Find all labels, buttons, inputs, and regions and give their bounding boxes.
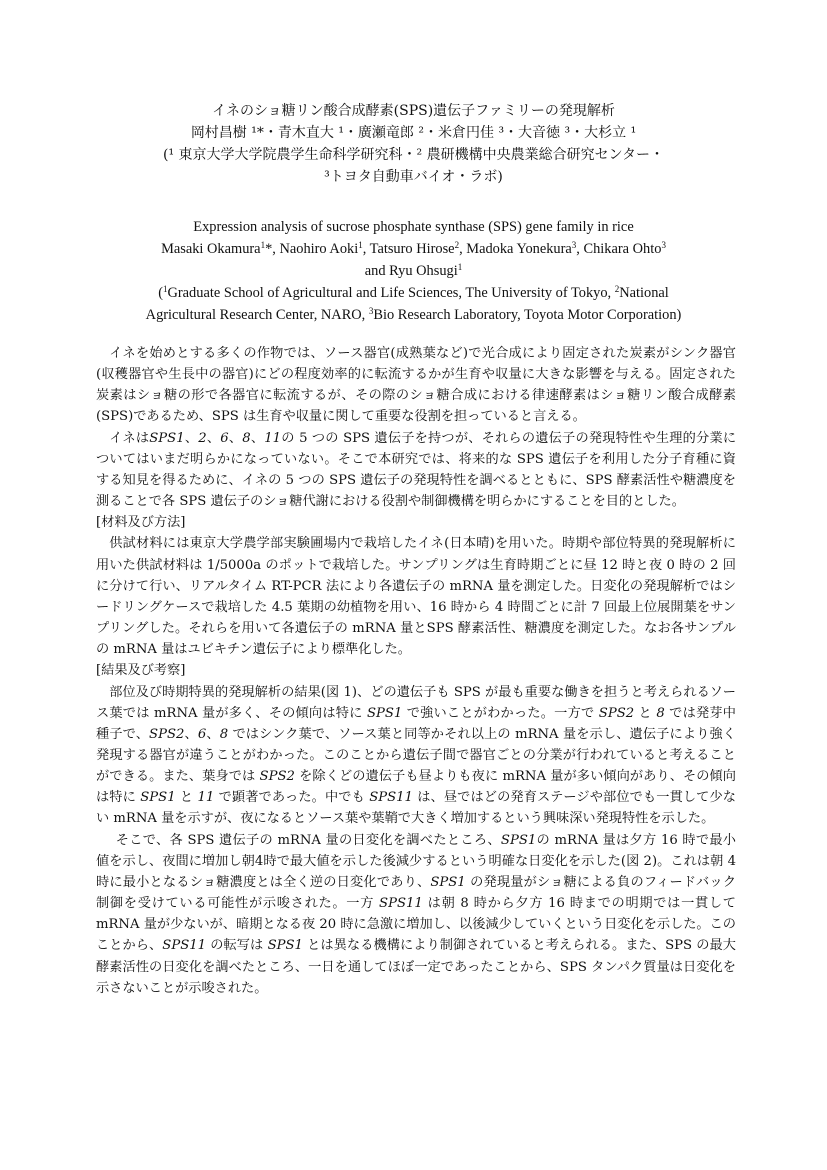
text-run: では発芽中種子で、 bbox=[96, 705, 736, 742]
author-superscript: 1 bbox=[457, 262, 463, 272]
text-run: の mRNA 量は夕方 16 時で最小値を示し、夜間に増加し朝4時で最大値を示した後減少するという明確な日変化を示した(図 2)。これは朝 4 時に最小となるショ糖濃度とは全く逆の日変化であり、 bbox=[96, 832, 736, 890]
author-text: , Chikara Ohto bbox=[576, 241, 662, 257]
gene-name: SPS1 bbox=[267, 938, 303, 954]
text-run: 、 bbox=[206, 726, 220, 742]
english-authors-line1 bbox=[60, 238, 767, 260]
section-heading-results: [結果及び考察] bbox=[96, 663, 186, 679]
japanese-affiliations-line2: ³トヨタ自動車バイオ・ラボ) bbox=[324, 169, 503, 185]
english-authors-line2 bbox=[60, 260, 767, 282]
gene-name: 6 bbox=[220, 430, 229, 446]
author-text: *, Naohiro Aoki bbox=[265, 241, 359, 257]
author-superscript: 3 bbox=[661, 240, 666, 250]
text-run: の発現量がショ糖による負のフィードバック制御を受けている可能性が示唆された。一方 bbox=[96, 874, 737, 912]
text-run: 、 bbox=[206, 430, 221, 446]
gene-name: 6 bbox=[197, 726, 207, 742]
gene-name: 2 bbox=[198, 430, 207, 446]
affiliation-text: National bbox=[619, 285, 669, 301]
text-run: で強いことがわかった。一方で bbox=[402, 705, 599, 721]
paragraph-results-1 bbox=[96, 682, 736, 830]
affiliation-text: Graduate School of Agricultural and Life Sciences, The University of Tokyo, bbox=[167, 285, 615, 301]
text-run: 、 bbox=[250, 430, 265, 446]
affiliation-text: Bio Research Laboratory, Toyota Motor Corporation) bbox=[373, 307, 682, 323]
paragraph-objective bbox=[96, 428, 736, 513]
abstract-body bbox=[96, 343, 736, 999]
text-run: 、 bbox=[184, 430, 199, 446]
author-text: , Tatsuro Hirose bbox=[362, 241, 455, 257]
text-run: と bbox=[175, 790, 198, 806]
text-run: 、 bbox=[228, 430, 243, 446]
text-run: の転写は bbox=[206, 938, 268, 954]
paragraph-introduction: イネを始めとする多くの作物では、ソース器官(成熟葉など)で光合成により固定された炭素がシンク器官(収穫器官や生長中の器官)にどの程度効率的に転流するかが生育や収量に大きな影響を与える。固定された炭素はショ糖の形で各器官に転流するが、その際のショ糖合成における律速酵素はショ糖リン酸合成酵素(SPS)であるため、SPS は生育や収量に関して重要な役割を担っていると言える。 bbox=[96, 346, 736, 425]
english-title: Expression analysis of sucrose phosphate synthase (SPS) gene family in rice bbox=[193, 219, 634, 235]
author-superscript: 1 bbox=[358, 240, 363, 250]
text-run: 部位及び時期特異的発現解析の結果(図 1)、どの遺伝子も SPS が最も重要な働きを担うと考えられるソース葉では mRNA 量が多く、その傾向は特に bbox=[96, 684, 736, 721]
gene-name: SPS11 bbox=[379, 896, 423, 912]
text-run: で顕著であった。中でも bbox=[214, 790, 370, 806]
gene-name: SPS1 bbox=[430, 874, 466, 890]
text-run: そこで、各 SPS 遺伝子の mRNA 量の日変化を調べたところ、 bbox=[115, 832, 501, 848]
gene-name: SPS2 bbox=[598, 705, 635, 721]
gene-name: SPS1 bbox=[500, 832, 537, 848]
gene-name: SPS1 bbox=[149, 430, 185, 446]
text-run: イネは bbox=[109, 430, 150, 446]
author-text: , Madoka Yonekura bbox=[459, 241, 572, 257]
section-heading-methods: [材料及び方法] bbox=[96, 515, 186, 531]
gene-name: 8 bbox=[656, 705, 665, 721]
text-run: 、 bbox=[184, 726, 198, 742]
gene-name: 11 bbox=[197, 790, 215, 806]
text-run: は、昼ではどの発育ステージや部位でも一貫して少ない mRNA 量を示すが、夜になるとソース葉や葉鞘で大きく増加するという興味深い発現特性を示した。 bbox=[96, 790, 736, 827]
gene-name: SPS1 bbox=[140, 790, 176, 806]
text-run: を除くどの遺伝子も昼よりも夜に mRNA 量が多い傾向があり、その傾向は特に bbox=[96, 769, 736, 806]
english-affiliations-line1 bbox=[60, 282, 767, 304]
affiliation-superscript: 3 bbox=[368, 306, 374, 316]
author-superscript: 1 bbox=[260, 240, 266, 250]
text-run: と bbox=[634, 705, 657, 721]
affiliation-superscript: 1 bbox=[162, 284, 168, 294]
gene-name: SPS2 bbox=[259, 769, 295, 785]
gene-name: 11 bbox=[264, 430, 282, 446]
japanese-title: イネのショ糖リン酸合成酵素(SPS)遺伝子ファミリーの発現解析 bbox=[212, 103, 615, 119]
affiliation-superscript: 2 bbox=[614, 284, 620, 294]
text-run: は朝 8 時から夕方 16 時までの明期では一貫して mRNA 量が少ないが、暗期となる夜 20 時に急激に増加し、以後減少していくという日変化を示した。このことから、 bbox=[96, 896, 736, 954]
japanese-authors: 岡村昌樹 ¹*・青木直大 ¹・廣瀬竜郎 ²・米倉円佳 ³・大音徳 ³・大杉立 ¹ bbox=[190, 125, 637, 141]
japanese-header bbox=[80, 100, 747, 188]
affiliation-text: ( bbox=[158, 285, 163, 301]
gene-name: 8 bbox=[242, 430, 251, 446]
gene-name: SPS11 bbox=[162, 938, 207, 954]
author-superscript: 3 bbox=[571, 240, 577, 250]
english-header bbox=[60, 216, 767, 326]
affiliation-text: Agricultural Research Center, NARO, bbox=[145, 307, 369, 323]
author-text: and Ryu Ohsugi bbox=[364, 263, 458, 279]
text-run: とは異なる機構により制御されていると考えられる。また、SPS の最大酵素活性の日変化を調べたところ、一日を通してほぼ一定であったことから、SPS タンパク質量は日変化を示さないことが示唆された。 bbox=[96, 938, 736, 996]
gene-name: SPS2 bbox=[149, 726, 185, 742]
text-run: ではシンク葉で、ソース葉と同等かそれ以上の mRNA 量を示し、遺伝子により強く発現する器官が違うことがわかった。このことから遺伝子間で器官ごとの分業が行われていると考えることができる。また、葉身では bbox=[96, 726, 736, 785]
gene-name: SPS11 bbox=[369, 790, 413, 806]
paragraph-results-2 bbox=[96, 830, 736, 999]
paragraph-methods: 供試材料には東京大学農学部実験圃場内で栽培したイネ(日本晴)を用いた。時期や部位特異的発現解析に用いた供試材料は 1/5000a のポットで栽培した。サンプリングは生育時期ごとに昼 12 時と夜 0 時の 2 回に分けて行い、リアルタイム RT-PCR 法により各遺伝子の mRNA 量を測定した。日変化の発現解析ではシードリングケースで栽培した 4.5 葉期の幼植物を用い、16 時から 4 時間ごとに計 7 回最上位展開葉をサンプリングした。それらを用いて各遺伝子の mRNA 量とSPS 酵素活性、糖濃度を測定した。なお各サンプルの mRNA 量はユビキチン遺伝子により標準化した。 bbox=[96, 536, 736, 658]
author-text: Masaki Okamura bbox=[161, 241, 261, 257]
gene-name: 8 bbox=[219, 726, 229, 742]
japanese-affiliations-line1: (¹ 東京大学大学院農学生命科学研究科・² 農研機構中央農業総合研究センター・ bbox=[162, 147, 665, 163]
gene-name: SPS1 bbox=[366, 705, 403, 721]
author-superscript: 2 bbox=[454, 240, 460, 250]
english-affiliations-line2 bbox=[60, 304, 767, 326]
text-run: の 5 つの SPS 遺伝子を持つが、それらの遺伝子の発現特性や生理的分業についてはいまだ明らかになっていない。そこで本研究では、将来的な SPS 遺伝子を利用した分子育種に資する知見を得るために、イネの 5 つの SPS 遺伝子の発現特性を調べるとともに、SPS 酵素活性や糖濃度を測ることで各 SPS 遺伝子のショ糖代謝における役割や制御機構を明らかにすることを目的とした。 bbox=[96, 430, 737, 510]
